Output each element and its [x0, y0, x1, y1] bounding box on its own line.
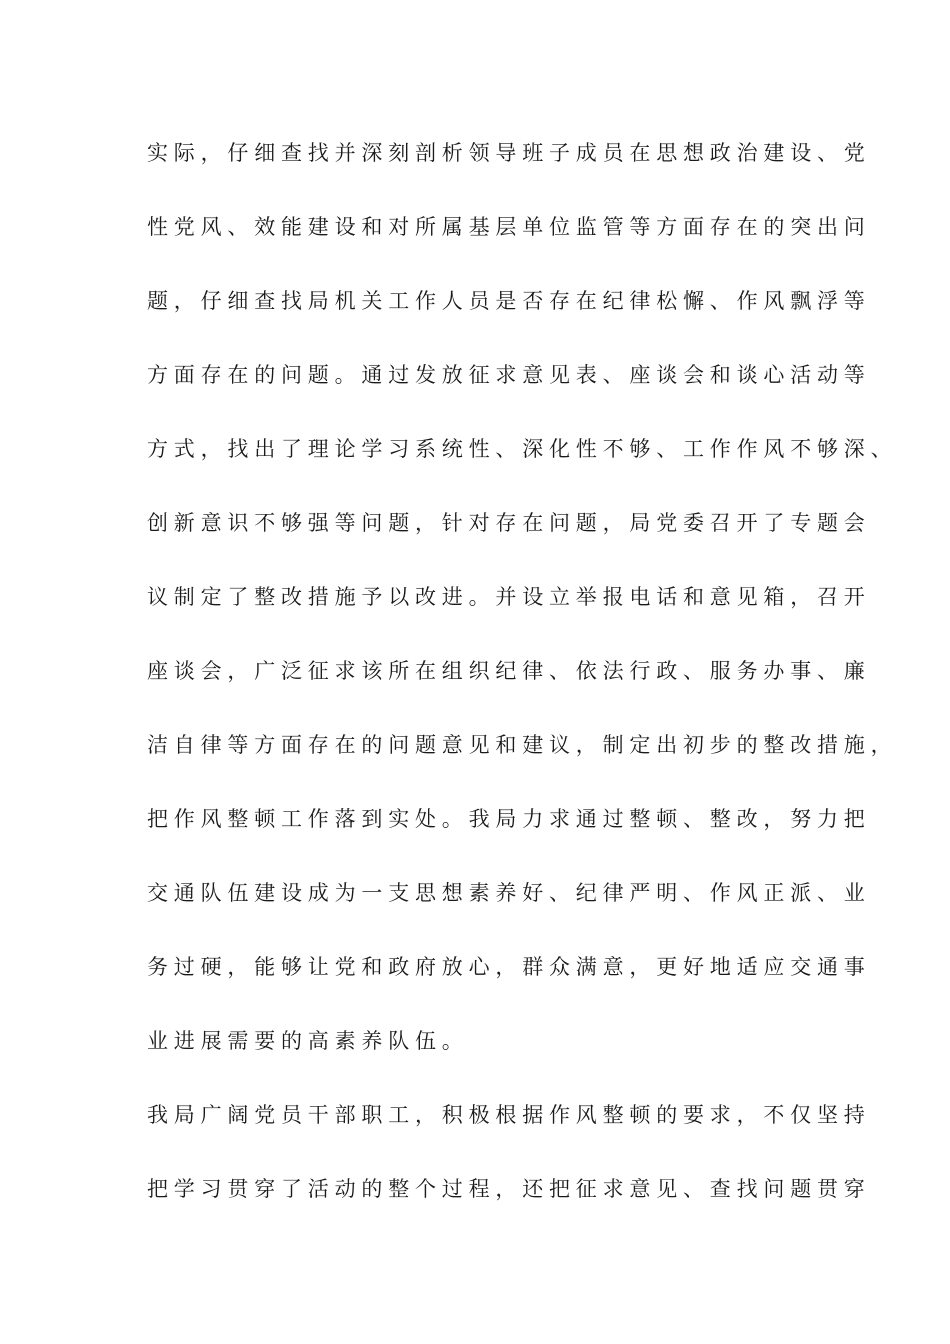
text-line: 把学习贯穿了活动的整个过程，还把征求意见、查找问题贯穿 — [147, 1177, 871, 1201]
text-line: 创新意识不够强等问题，针对存在问题，局党委召开了专题会 — [147, 511, 871, 535]
text-line: 把作风整顿工作落到实处。我局力求通过整顿、整改，努力把 — [147, 807, 871, 831]
text-line: 业进展需要的高素养队伍。 — [147, 1029, 469, 1053]
text-line: 性党风、效能建设和对所属基层单位监管等方面存在的突出问 — [147, 215, 871, 239]
text-line: 题，仔细查找局机关工作人员是否存在纪律松懈、作风飘浮等 — [147, 289, 871, 313]
text-line: 实际，仔细查找并深刻剖析领导班子成员在思想政治建设、党 — [147, 141, 871, 165]
text-line: 方式，找出了理论学习系统性、深化性不够、工作作风不够深、 — [147, 437, 898, 461]
body-text — [147, 132, 898, 1242]
text-line: 交通队伍建设成为一支思想素养好、纪律严明、作风正派、业 — [147, 881, 871, 905]
text-line: 务过硬，能够让党和政府放心，群众满意，更好地适应交通事 — [147, 955, 871, 979]
text-line: 我局广阔党员干部职工，积极根据作风整顿的要求，不仅坚持 — [147, 1103, 871, 1127]
text-line: 座谈会，广泛征求该所在组织纪律、依法行政、服务办事、廉 — [147, 659, 871, 683]
text-line: 方面存在的问题。通过发放征求意见表、座谈会和谈心活动等 — [147, 363, 871, 387]
text-line: 议制定了整改措施予以改进。并设立举报电话和意见箱，召开 — [147, 585, 871, 609]
text-line: 洁自律等方面存在的问题意见和建议，制定出初步的整改措施， — [147, 733, 898, 757]
